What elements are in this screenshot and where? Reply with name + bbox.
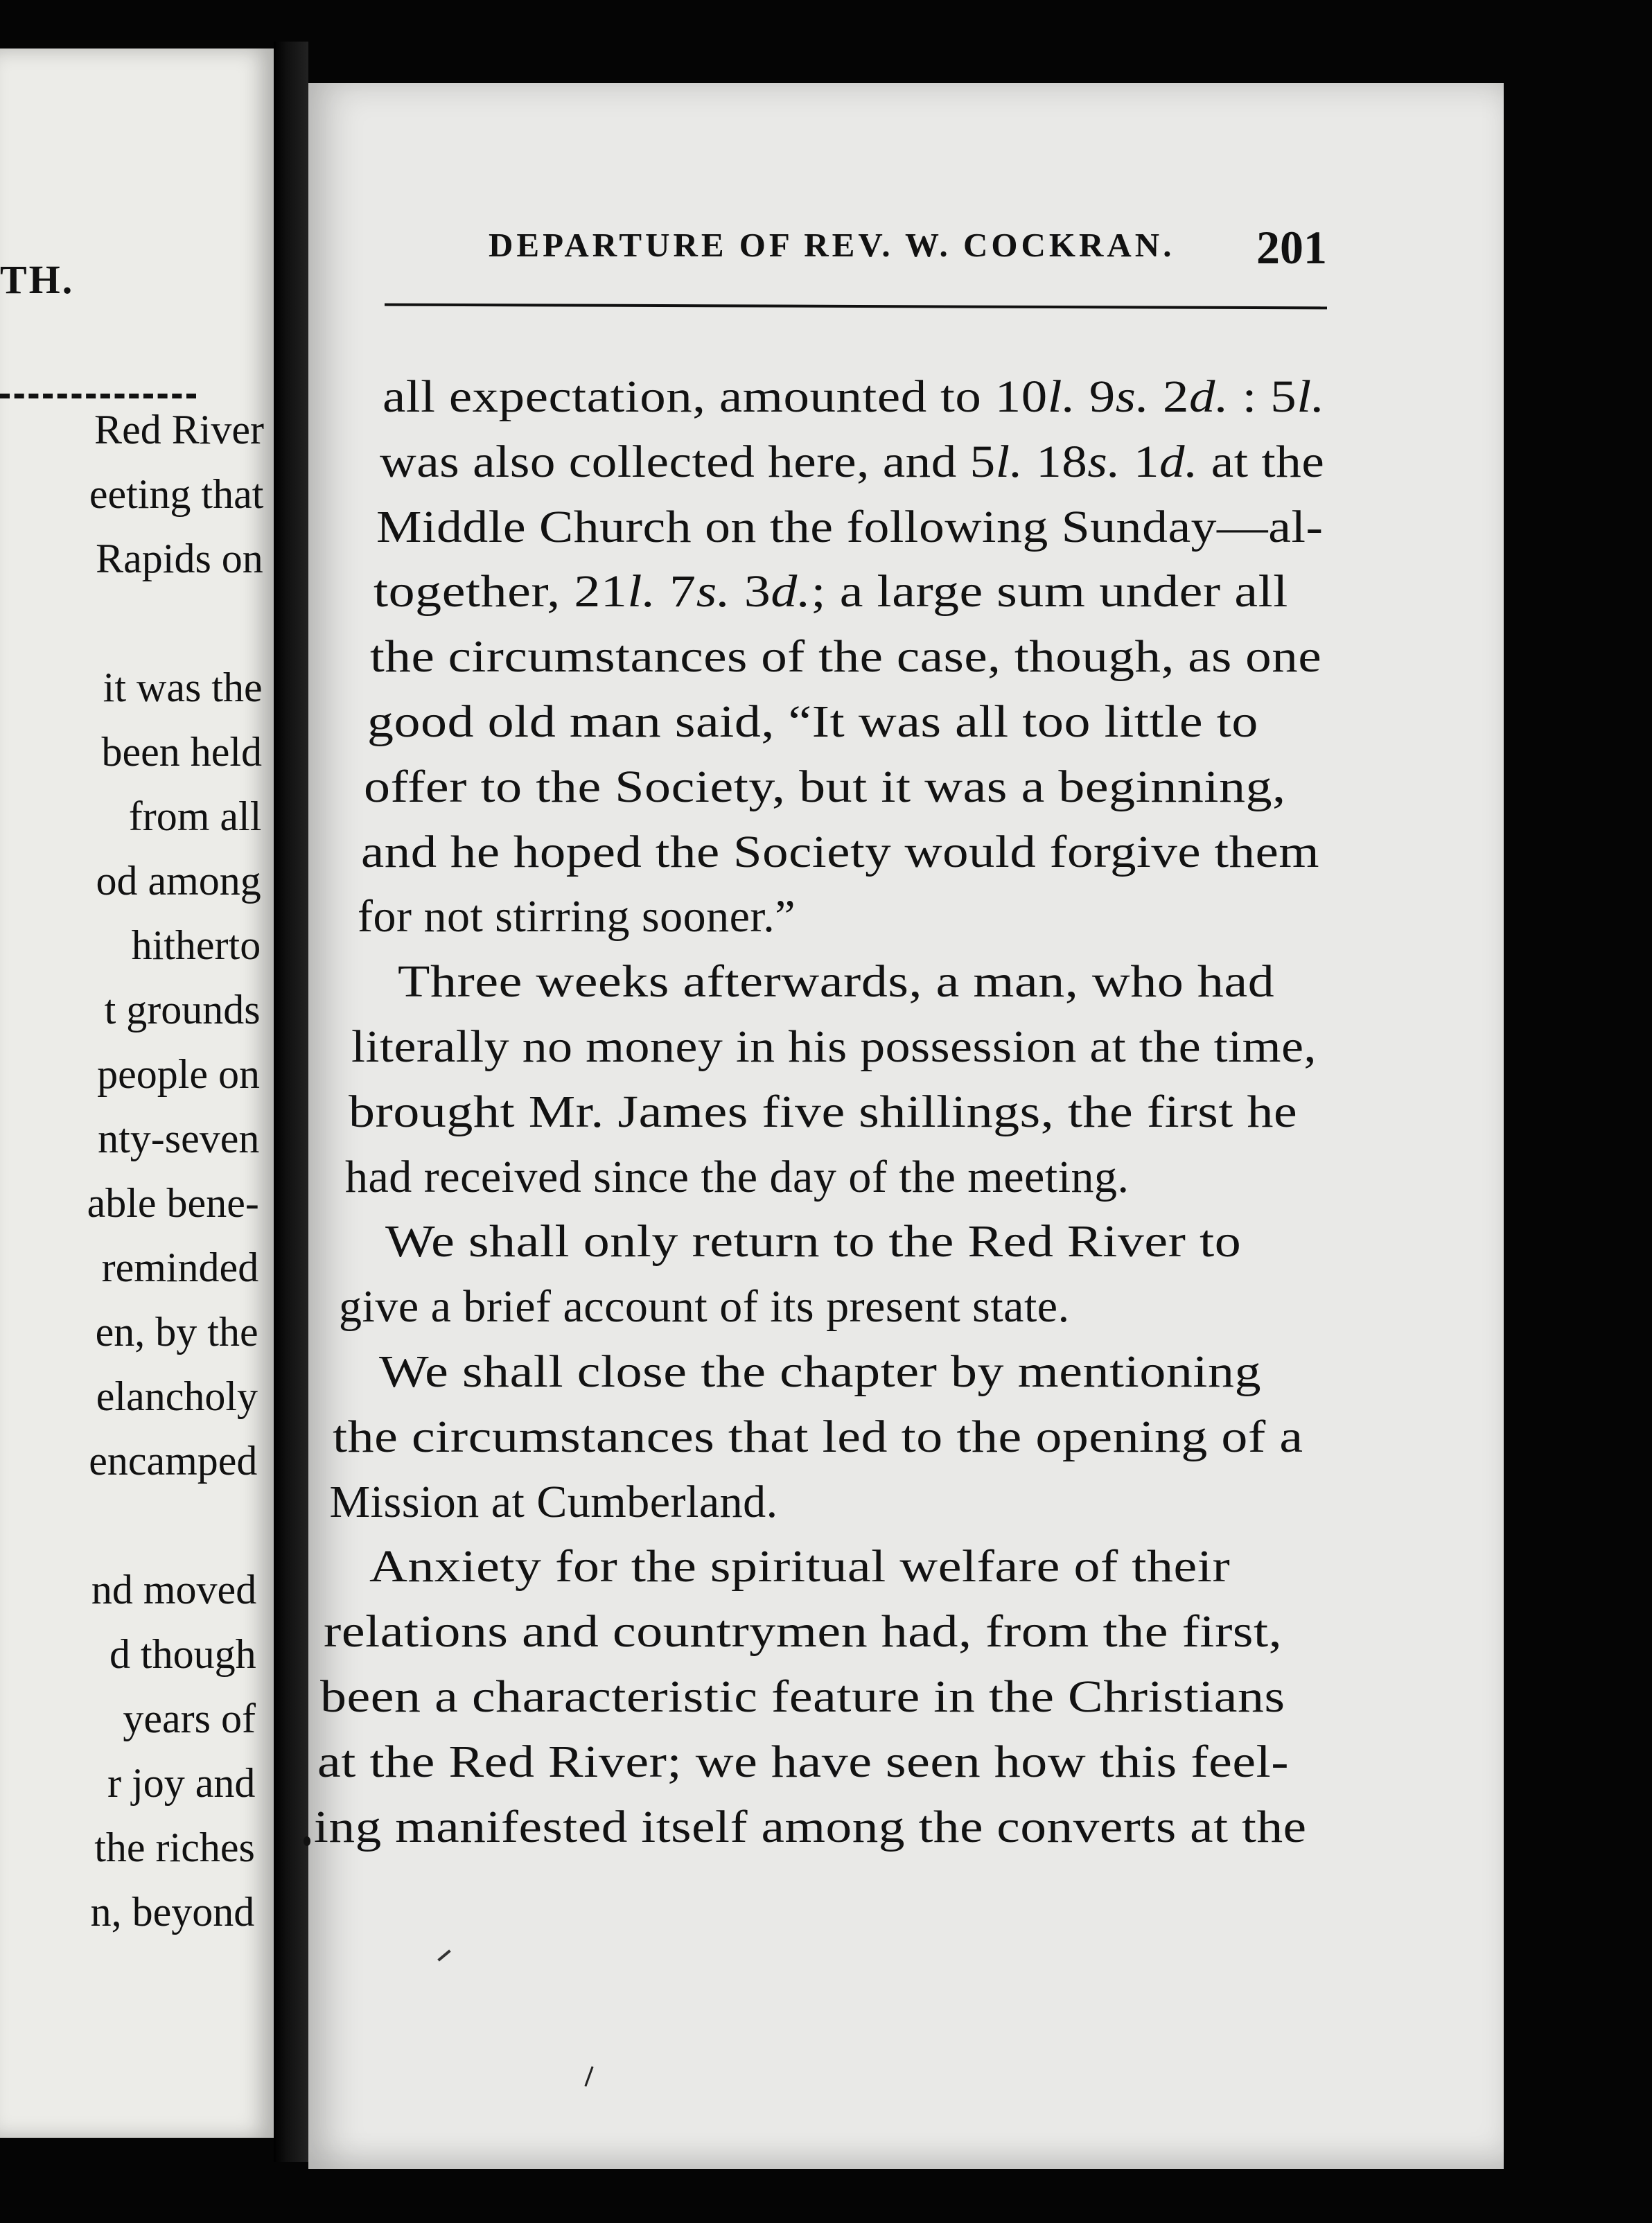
left-page-line: nd moved [91, 1567, 257, 1613]
page-number: 201 [1256, 221, 1327, 274]
ink-speck [304, 1836, 310, 1846]
text-run: the circumstances that led to the opening of a [333, 1411, 1303, 1462]
left-page-line: d though [109, 1631, 256, 1677]
text-run: relations and countrymen had, from the first, [323, 1606, 1282, 1658]
text-line [345, 1151, 1130, 1202]
text-run: was also collected here, and 5 [379, 436, 996, 487]
text-run: l. [626, 566, 656, 617]
left-page-line: Red River [94, 407, 264, 452]
left-page-line: en, by the [95, 1309, 258, 1355]
left-page-line: encamped [89, 1438, 258, 1484]
text-line [333, 1411, 1303, 1462]
text-run: Anxiety for the spiritual welfare of their [369, 1541, 1231, 1592]
text-run: had received since the day of the meeting. [345, 1151, 1130, 1202]
text-run: and he hoped the Society would forgive them [360, 826, 1319, 877]
text-line [314, 1801, 1307, 1852]
text-run: We shall only return to the Red River to [385, 1216, 1241, 1267]
text-line [385, 1216, 1241, 1267]
left-page-header-fragment: TH. [0, 257, 75, 302]
left-page-line: been held [101, 729, 262, 775]
text-run: literally no money in his possession at the time, [351, 1021, 1317, 1072]
text-line [348, 1086, 1297, 1137]
left-page-line: people on [97, 1051, 260, 1097]
left-page-line: hitherto [131, 922, 261, 968]
text-run: l. [995, 436, 1023, 487]
text-run: s. [696, 566, 730, 617]
text-line [364, 761, 1286, 812]
text-run: Three weeks afterwards, a man, who had [397, 956, 1274, 1008]
text-line [370, 631, 1322, 683]
text-line [320, 1671, 1285, 1722]
text-run: been a characteristic feature in the Christians [320, 1671, 1285, 1722]
left-page-line: t grounds [104, 987, 261, 1033]
text-line [373, 566, 1288, 617]
text-line [360, 826, 1319, 877]
left-facing-page [0, 49, 274, 2138]
text-line [317, 1736, 1289, 1787]
text-run: l. [1297, 371, 1325, 422]
left-page-line: eeting that [89, 471, 264, 517]
text-run: s. [1115, 371, 1150, 422]
text-run: give a brief account of its present state. [339, 1281, 1070, 1333]
left-page-line: it was the [103, 665, 263, 710]
left-page-line: r joy and [107, 1760, 256, 1806]
left-page-line: years of [123, 1696, 256, 1741]
left-page-line: from all [128, 793, 262, 839]
text-run: all expectation, amounted to 10 [383, 371, 1048, 422]
text-line [367, 696, 1258, 747]
text-run: 9 [1075, 371, 1116, 422]
left-page-line: Rapids on [96, 536, 263, 581]
text-run: 18 [1022, 436, 1087, 487]
text-line [339, 1281, 1070, 1333]
book-gutter [274, 42, 308, 2162]
text-run: ; a large sum under all [811, 566, 1288, 617]
text-run: s. [1087, 436, 1121, 487]
running-head: DEPARTURE OF REV. W. COCKRAN. [489, 226, 1175, 264]
text-run: at the [1197, 436, 1324, 487]
text-line [378, 1346, 1261, 1397]
left-page-line: nty-seven [98, 1116, 260, 1161]
text-run: We shall close the chapter by mentioning [378, 1346, 1261, 1397]
text-line [383, 371, 1325, 422]
left-page-line: elancholy [96, 1373, 258, 1419]
text-run: Middle Church on the following Sunday—al- [376, 501, 1324, 552]
text-line [369, 1541, 1231, 1592]
text-run: for not stirring sooner.” [358, 891, 796, 942]
text-run: good old man said, “It was all too little to [367, 696, 1258, 747]
text-run: ing manifested itself among the converts at the [314, 1801, 1307, 1852]
left-page-line: able bene- [87, 1180, 259, 1226]
left-page-line: reminded [101, 1245, 259, 1290]
text-line [358, 891, 796, 942]
text-run: d. [770, 566, 811, 617]
text-run: 2 [1149, 371, 1190, 422]
text-run: Mission at Cumberland. [329, 1476, 778, 1527]
text-line [397, 956, 1274, 1008]
left-page-line: n, beyond [90, 1889, 255, 1935]
text-run: at the Red River; we have seen how this feel- [317, 1736, 1289, 1787]
text-run: offer to the Society, but it was a beginning, [364, 761, 1286, 812]
text-run: d. [1189, 371, 1229, 422]
text-run: the circumstances of the case, though, as one [370, 631, 1322, 683]
text-run: 1 [1120, 436, 1159, 487]
text-line [329, 1476, 778, 1527]
text-run: 7 [656, 566, 696, 617]
text-run: d. [1159, 436, 1198, 487]
text-line [323, 1606, 1282, 1658]
text-run: l. [1047, 371, 1076, 422]
text-run: together, 21 [373, 566, 627, 617]
text-line [351, 1021, 1317, 1072]
text-line [376, 501, 1324, 552]
text-run: : 5 [1229, 371, 1297, 422]
text-line [379, 436, 1324, 487]
left-page-line: od among [96, 858, 261, 904]
text-run: brought Mr. James five shillings, the first he [348, 1086, 1297, 1137]
left-page-line: the riches [94, 1825, 255, 1870]
text-run: 3 [730, 566, 771, 617]
left-page-header-rule [0, 394, 196, 398]
